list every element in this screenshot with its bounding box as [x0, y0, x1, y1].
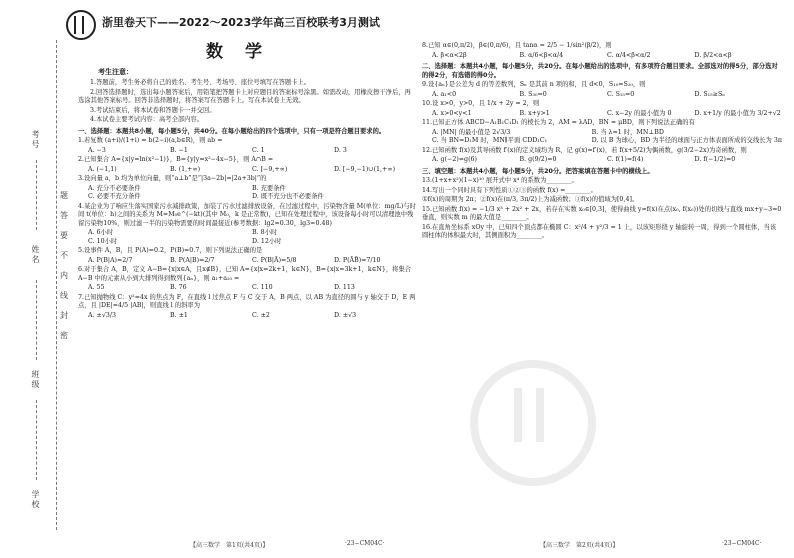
seal-char: 答 [60, 211, 68, 220]
footer-page-right: 【高三数学 第2页(共4页)】 [540, 542, 619, 549]
notice-item: 1.答题前，考生务必将自己的姓名、考生号、考场号、座位号填写在答题卡上。 [90, 79, 311, 87]
margin-label-exam-number: 考号 [31, 130, 40, 150]
answer-option: D. ±√3 [334, 311, 357, 319]
answer-option: B. 当 λ=1 时，MN⊥BD [591, 128, 664, 136]
question-stem: 6.对于集合 A，B，定义 A−B={x|x∈A，且x∉B}，已知 A={x|x=2k+1，k∈N}，B={x|x=3k+1，k∈N}，将集合 A−B 中的元素从小到大排列得到数列{aₙ}，则 a₁+a₂₀ = [78, 266, 412, 282]
question-stem: 3.设向量 a，b 均为单位向量，则“a⊥b”是“|3a−2b|=|2a+3b|”的 [78, 175, 267, 183]
answer-option: C. P(B|Ā)=5/8 [252, 256, 297, 264]
answer-option: A. β<α<2β [432, 51, 467, 59]
option-row [432, 129, 782, 146]
option-row [88, 312, 416, 321]
answer-option: A. 55 [88, 284, 105, 292]
answer-option: C. x−2y 的最小值为 0 [607, 109, 672, 117]
left-page [78, 66, 416, 321]
answer-option: C. ±2 [252, 311, 270, 319]
exam-title: 浙里卷天下——2022～2023学年高三百校联考3月测试 [102, 16, 380, 29]
seal-line [56, 40, 57, 530]
footer-page-left: 【高三数学 第1页(共4页)】 [190, 542, 269, 549]
option-row [88, 284, 416, 293]
fill-blank-question: ①f(x)的周期为 2π；②f(x)在(π/3, 3π/2)上为减函数；③f(x)的值域为[0,4]。 [422, 196, 639, 203]
question-8 [422, 42, 782, 60]
answer-option: B. 充要条件 [252, 184, 286, 192]
answer-option: C. f(1)=f(4) [607, 156, 644, 163]
answer-option: B. ±1 [170, 311, 188, 319]
notice-item: 2.回答选择题时，选出每小题答案后，用铅笔把答题卡上对应题目的答案标号涂黑。如需改动，用橡皮擦干净后，再选涂其他答案标号。回答非选择题时，将答案写在答题卡上。写在本试卷上无效。 [78, 88, 411, 105]
question-list [78, 137, 416, 320]
section-heading-multi-choice: 二、选择题：本题共4小题，每小题5分，共20分。在每小题给出的选项中，有多项符合题目要求。全部选对的得5分，部分选对的得2分，有选错的得0分。 [422, 63, 778, 79]
publisher-logo-icon [66, 10, 96, 40]
answer-option: B. x+y>1 [519, 109, 550, 117]
section-heading-fill-blank: 三、填空题：本题共4小题，每小题5分，共20分。把答案填在答题卡中的横线上。 [422, 167, 654, 175]
answer-option: C. 当 BN=D₁M 时，MN∥平面 CDD₁C₁ [432, 137, 548, 144]
answer-option: A. 6小时 [88, 229, 114, 237]
notice-title: 考生注意： [98, 68, 133, 76]
seal-char: 不 [60, 251, 68, 260]
seal-char: 题 [60, 191, 68, 200]
answer-option: B. 8小时 [252, 229, 278, 237]
answer-option: A. a₁<0 [432, 90, 457, 98]
answer-option: D. β/2<α<β [694, 51, 732, 59]
option-row [432, 91, 782, 100]
margin-line-1 [36, 160, 37, 230]
multi-question-list [422, 81, 782, 165]
question-stem: 11.已知正方体 ABCD−A₁B₁C₁D₁ 的棱长为 2，AM = λAD，BN = μBD，则下列说法正确的有 [422, 119, 695, 126]
answer-option: A. −3 [88, 146, 106, 154]
binding-margin [0, 0, 70, 558]
margin-label-class: 班级 [31, 370, 40, 390]
question-stem: 7.已知抛物线 C：y²=4x 的焦点为 F，在直线 l 过焦点 F 与 C 交于 A，B 两点，以 AB 为直径的圆与 y 轴交于 D，E 两点，且 |DE|=4/5 |AB|，则直线 l 的斜率为 [78, 293, 416, 310]
margin-line-3 [36, 400, 37, 480]
option-row [432, 52, 782, 61]
question-stem: 10.设 x>0，y>0，且 1/x + 2y = 2，则 [422, 100, 540, 107]
fill-blank-question: 13.(1+x+x²)(1−x)¹⁰ 展开式中 x⁴ 的系数为________。 [422, 177, 578, 184]
answer-option: D. 以 B 为球心，BD 为半径的球面与正方体表面所成的交线长为 3π [591, 137, 782, 144]
answer-option: A. g(−2)=g(6) [432, 156, 478, 163]
answer-option: D. 12小时 [252, 237, 282, 245]
watermark-logo-icon [470, 360, 596, 486]
fill-blank-question: 14.写出一个同时具有下列性质①②③的函数 f(x) =________。 [422, 186, 597, 194]
answer-option: A. (−1,1) [88, 165, 117, 173]
answer-option: D. f(−1/2)=0 [694, 156, 736, 163]
section-heading-single-choice: 一、选择题：本题共8小题，每小题5分，共40分。在每小题给出的四个选项中，只有一项是符合题目要求的。 [78, 127, 386, 135]
answer-option: B. S₃₀=0 [519, 90, 547, 98]
answer-option: C. 必要不充分条件 [88, 193, 141, 201]
fill-blank-list [422, 177, 782, 241]
answer-option: B. −1 [170, 146, 188, 154]
answer-option: B. (1,+∞) [170, 165, 201, 173]
answer-option: A. x>0<y<1 [432, 109, 472, 117]
answer-option: C. 110 [252, 284, 273, 292]
answer-option: D. [−9,−1)∪(1,+∞) [334, 165, 396, 173]
answer-option: C. 1 [252, 146, 265, 154]
subject-title: 数学 [206, 42, 284, 62]
option-row [88, 229, 416, 246]
fill-blank-question: 16.在直角坐标系 xOy 中，已知四个顶点都在椭圆 C：x²/4 + y²/3 = 1 上，以该矩形绕 y 轴旋转一周，得到一个圆柱体，当该圆柱体的体积最大时，其侧面积为________。 [422, 223, 777, 239]
notice-block [78, 68, 416, 125]
question-stem: 5.设事件 A，B，且 P(A)=0.2，P(B)=0.7，则下列说法正确的是 [78, 247, 263, 255]
footer-code-right: ·23−CM04C· [722, 540, 762, 547]
option-row [88, 185, 416, 202]
option-row [88, 166, 416, 175]
option-row [88, 147, 416, 156]
answer-option: D. x+1/y 的最小值为 3/2+√2 [694, 109, 781, 117]
seal-char: 封 [60, 311, 68, 320]
question-stem: 9.设{aₙ}是公差为 d 的等差数列，Sₙ 是其前 n 项的和，且 d<0，S₁₀=S₂₀，则 [422, 81, 646, 88]
question-stem: 2.已知集合 A={x|y=ln(x²−1)}，B={y|y=x²−4x−5}，则 A∩B = [78, 156, 274, 164]
answer-option: B. P(A|B)=2/7 [170, 256, 215, 264]
question-stem: 12.已知函数 f(x)及其导函数 f′(x)的定义域均为 R，记 g(x)=f′(x)，若 f(x+5/2)为偶函数，g(3/2−2x)为奇函数，则 [422, 146, 747, 154]
answer-option: C. S₁₅=0 [607, 90, 635, 98]
seal-char: 线 [60, 291, 68, 300]
answer-option: D. 3 [334, 146, 347, 154]
answer-option: D. 113 [334, 284, 355, 292]
question-stem: 4.某企业为了响应生落实国家污水减排政策，加装了污水过滤排放设备，在过滤过程中，污染物含量 M(单位：mg/L)与时间 t(单位：h)之间的关系为 M=M₀e^(−kt)(其中 M₀，k 是正常数)，已知在处理过程中，该设备每小时可以清理池中残留污染物10%，则过滤一半的污染物需要的时间最接近(参考数据：lg2≈0.30，lg3≈0.48) [78, 202, 416, 227]
answer-option: A. 充分不必要条件 [88, 184, 141, 192]
margin-line-2 [36, 280, 37, 360]
notice-item: 3.考试结束后，将本试卷和答题卡一并交回。 [90, 106, 216, 114]
margin-label-school: 学校 [31, 490, 40, 510]
answer-option: A. P(B|A)=2/7 [88, 256, 133, 264]
answer-option: C. α/4<β<α/2 [607, 51, 651, 59]
notice-item: 4.本试卷主要考试内容：高考全部内容。 [90, 116, 204, 124]
right-page [422, 42, 782, 242]
answer-option: D. S₁₅≥Sₙ [694, 90, 726, 98]
fill-blank-question: 15.已知函数 f(x) = −1/3 x³ + 2x² + 2x，若存在实数 x₀∈[0,3]，使得曲线 y=f(x)在点(x₀, f(x₀))处的切线与直线 mx+y−3=0 垂直，则实数 m 的最大值是________。 [422, 205, 782, 221]
answer-option: A. ±√3/3 [88, 311, 116, 319]
exam-header [66, 4, 426, 66]
answer-option: B. 76 [170, 284, 187, 292]
answer-option: A. |MN| 的最小值是 2√3/3 [432, 128, 511, 136]
seal-char: 内 [60, 271, 68, 280]
option-row [88, 257, 416, 266]
question-stem: 1.若复数 (a+i)/(1+i) = b(2−i)(a,b∈R)，则 ab = [78, 137, 223, 145]
seal-char: 密 [60, 331, 68, 340]
seal-char: 要 [60, 231, 68, 240]
answer-option: D. P(ĀB̄)=7/10 [334, 256, 381, 264]
question-stem: 8.已知 α∈(0,π/2)，β∈(0,π/6)，且 tanα = 2/5 − 1/sin²(β/2)，则 [422, 42, 612, 49]
answer-option: D. 既不充分也不必要条件 [252, 193, 324, 201]
answer-option: B. α/6<β<α/4 [519, 51, 564, 59]
footer-code-left: ·23−CM04C· [345, 540, 385, 547]
option-row [432, 156, 782, 165]
answer-option: B. g(9/2)=0 [519, 156, 557, 163]
answer-option: C. 10小时 [88, 237, 118, 245]
margin-label-name: 姓名 [31, 245, 40, 265]
answer-option: C. [−9,+∞) [252, 165, 288, 173]
option-row [432, 110, 782, 119]
